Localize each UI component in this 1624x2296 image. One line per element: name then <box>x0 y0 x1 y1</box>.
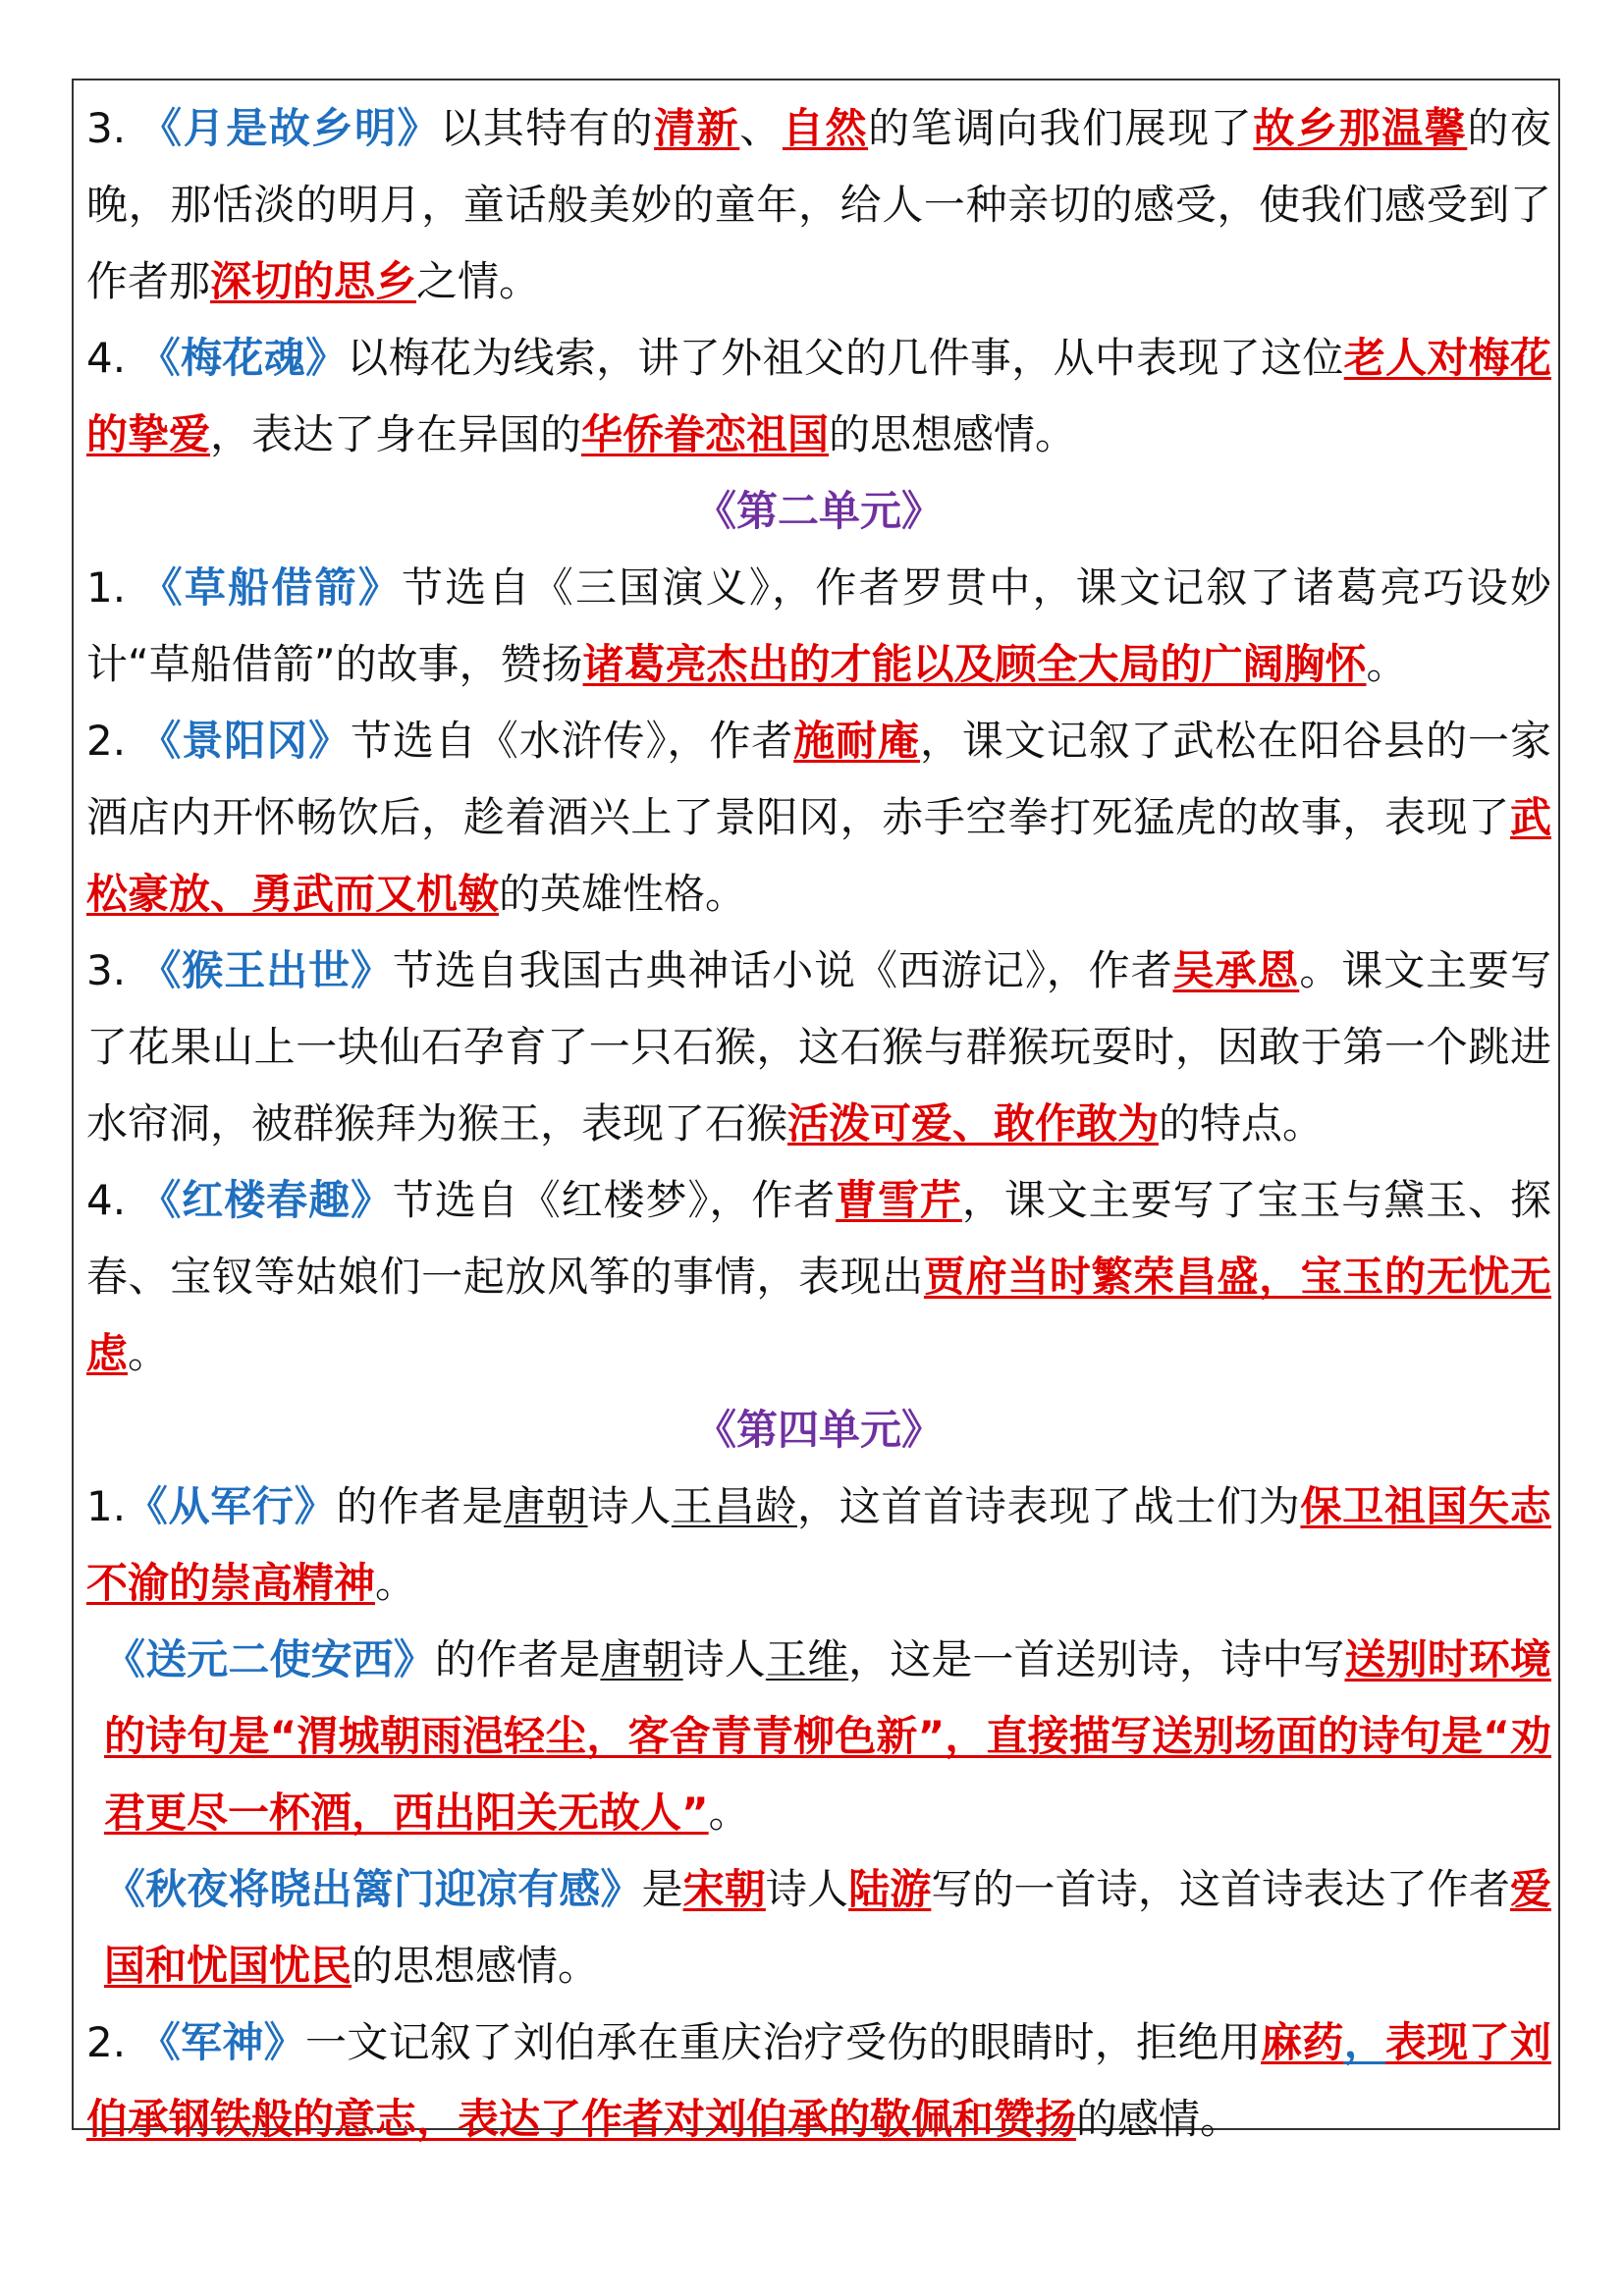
body-text: 一文记叙了刘伯承在重庆治疗受伤的眼睛时，拒绝用 <box>304 2018 1262 2066</box>
body-text: 3. <box>86 946 140 994</box>
body-text: 的特点。 <box>1159 1099 1325 1148</box>
highlighted-answer: 送别时环境的诗句是“渭城朝雨浥轻尘，客舍青青柳色新”，直接描写送别场面的诗句是“劝君更尽一杯酒，西出阳关无故人” <box>104 1635 1551 1837</box>
paragraph-p6 <box>86 1162 1551 1392</box>
body-text: 写的一首诗，这首诗表达了作者 <box>931 1865 1510 1913</box>
body-text: 节选自我国古典神话小说《西游记》，作者 <box>392 946 1173 994</box>
lesson-title: 《景阳冈》 <box>139 717 351 765</box>
body-text: ，这是一首送别诗，诗中写 <box>848 1635 1345 1683</box>
highlighted-answer: 华侨眷恋祖国 <box>581 410 830 458</box>
underlined-term: 唐朝 <box>504 1482 588 1530</box>
lesson-title: 《草船借箭》 <box>140 563 403 612</box>
highlighted-answer: 爱国和忧国忧民 <box>104 1865 1551 1990</box>
body-text: 。 <box>375 1559 417 1607</box>
paragraph-p9 <box>86 1851 1551 2004</box>
paragraph-p2 <box>86 320 1551 473</box>
body-text: ，课文记叙了武松在阳谷县的一家酒店内开怀畅饮后，趁着酒兴上了景阳冈，赤手空拳打死猛虎的故事，表现了 <box>86 717 1551 841</box>
body-text: 3. <box>86 104 141 152</box>
lesson-title: 《从军行》 <box>126 1482 337 1530</box>
body-text: 是 <box>641 1865 683 1913</box>
lesson-title: 《秋夜将晓出篱门迎凉有感》 <box>104 1865 642 1913</box>
body-text: 2. <box>86 2018 139 2066</box>
highlighted-punctuation: ， <box>1343 2018 1385 2066</box>
highlighted-answer: 施耐庵 <box>793 717 920 765</box>
lesson-title: 《月是故乡明》 <box>140 104 441 152</box>
body-text: ，这首首诗表现了战士们为 <box>797 1482 1301 1530</box>
highlighted-answer: 清新 <box>654 104 740 152</box>
body-text: 4. <box>86 1176 140 1224</box>
highlighted-answer: 自然 <box>782 104 869 152</box>
lesson-title: 《军神》 <box>138 2018 305 2066</box>
highlighted-answer: 吴承恩 <box>1172 946 1300 994</box>
highlighted-answer: 贾府当时繁荣昌盛，宝玉的无忧无虑 <box>86 1253 1551 1377</box>
body-text: 、 <box>739 104 783 152</box>
body-text: 节选自《三国演义》，作者罗贯中，课文记叙了诸葛亮巧设妙计“草船借箭”的故事，赞扬 <box>86 563 1551 688</box>
lesson-title: 《猴王出世》 <box>139 946 393 994</box>
highlighted-answer: 曹雪芹 <box>836 1176 962 1224</box>
body-text: ，课文主要写了宝玉与黛玉、探春、宝钗等姑娘们一起放风筝的事情，表现出 <box>86 1176 1551 1301</box>
highlighted-answer: 陆游 <box>848 1865 932 1913</box>
paragraph-p7 <box>86 1468 1551 1622</box>
unit-heading: 《第二单元》 <box>694 487 943 535</box>
body-text: 的思想感情。 <box>829 410 1077 458</box>
highlighted-answer: 老人对梅花的挚爱 <box>86 334 1551 458</box>
underlined-term: 王维 <box>765 1635 849 1683</box>
paragraph-p4 <box>86 703 1551 933</box>
body-text: 之情。 <box>416 257 541 305</box>
paragraph-p10 <box>86 2004 1551 2158</box>
paragraph-p5 <box>86 933 1551 1162</box>
highlighted-answer: 活泼可爱、敢作敢为 <box>787 1099 1160 1148</box>
paragraph-p3 <box>86 550 1551 703</box>
body-text: 的夜晚，那恬淡的明月，童话般美妙的童年，给人一种亲切的感受，使我们感受到了作者那 <box>86 104 1551 305</box>
underlined-term: 唐朝 <box>600 1635 683 1683</box>
body-text: 的作者是 <box>434 1635 601 1683</box>
body-text: 诗人 <box>587 1482 672 1530</box>
highlighted-answer: 故乡那温馨 <box>1253 104 1468 152</box>
body-text: 的作者是 <box>336 1482 505 1530</box>
body-text: 。 <box>1366 640 1408 688</box>
unit-heading: 《第四单元》 <box>694 1406 943 1454</box>
lesson-title: 《送元二使安西》 <box>104 1635 435 1683</box>
body-text: 。 <box>128 1329 170 1377</box>
body-text: 4. <box>86 334 139 382</box>
body-text: 的英雄性格。 <box>499 870 747 918</box>
body-text: 的笔调向我们展现了 <box>868 104 1254 152</box>
lesson-title: 《梅花魂》 <box>138 334 348 382</box>
paragraph-p1 <box>86 90 1551 320</box>
body-text: 的感情。 <box>1076 2095 1242 2143</box>
body-text: 1. <box>86 563 141 612</box>
highlighted-answer: 武松豪放、勇武而又机敏 <box>86 793 1551 918</box>
body-text: 1. <box>86 1482 127 1530</box>
highlighted-answer: 宋朝 <box>682 1865 766 1913</box>
body-text: 诗人 <box>682 1635 766 1683</box>
body-text: 2. <box>86 717 140 765</box>
highlighted-answer: 表现了刘伯承钢铁般的意志，表达了作者对刘伯承的敬佩和赞扬 <box>86 2018 1551 2143</box>
underlined-term: 王昌龄 <box>671 1482 798 1530</box>
body-text: 。课文主要写了花果山上一块仙石孕育了一只石猴，这石猴与群猴玩耍时，因敢于第一个跳进水帘洞，被群猴拜为猴王，表现了石猴 <box>86 946 1551 1148</box>
body-text: 的思想感情。 <box>352 1942 600 1990</box>
highlighted-answer: 深切的思乡 <box>210 257 417 305</box>
document-body <box>86 90 1551 2158</box>
body-text: 以其特有的 <box>440 104 655 152</box>
body-text: 以梅花为线索，讲了外祖父的几件事，从中表现了这位 <box>347 334 1344 382</box>
body-text: 节选自《红楼梦》，作者 <box>392 1176 837 1224</box>
body-text: 。 <box>708 1789 750 1837</box>
lesson-title: 《红楼春趣》 <box>139 1176 393 1224</box>
highlighted-answer: 诸葛亮杰出的才能以及顾全大局的广阔胸怀 <box>582 640 1367 688</box>
highlighted-answer: 麻药 <box>1261 2018 1344 2066</box>
highlighted-answer: 保卫祖国矢志不渝的崇高精神 <box>86 1482 1551 1607</box>
body-text: 诗人 <box>765 1865 849 1913</box>
body-text: 节选自《水浒传》，作者 <box>351 717 794 765</box>
paragraph-p8 <box>86 1622 1551 1851</box>
body-text: ，表达了身在异国的 <box>210 410 582 458</box>
